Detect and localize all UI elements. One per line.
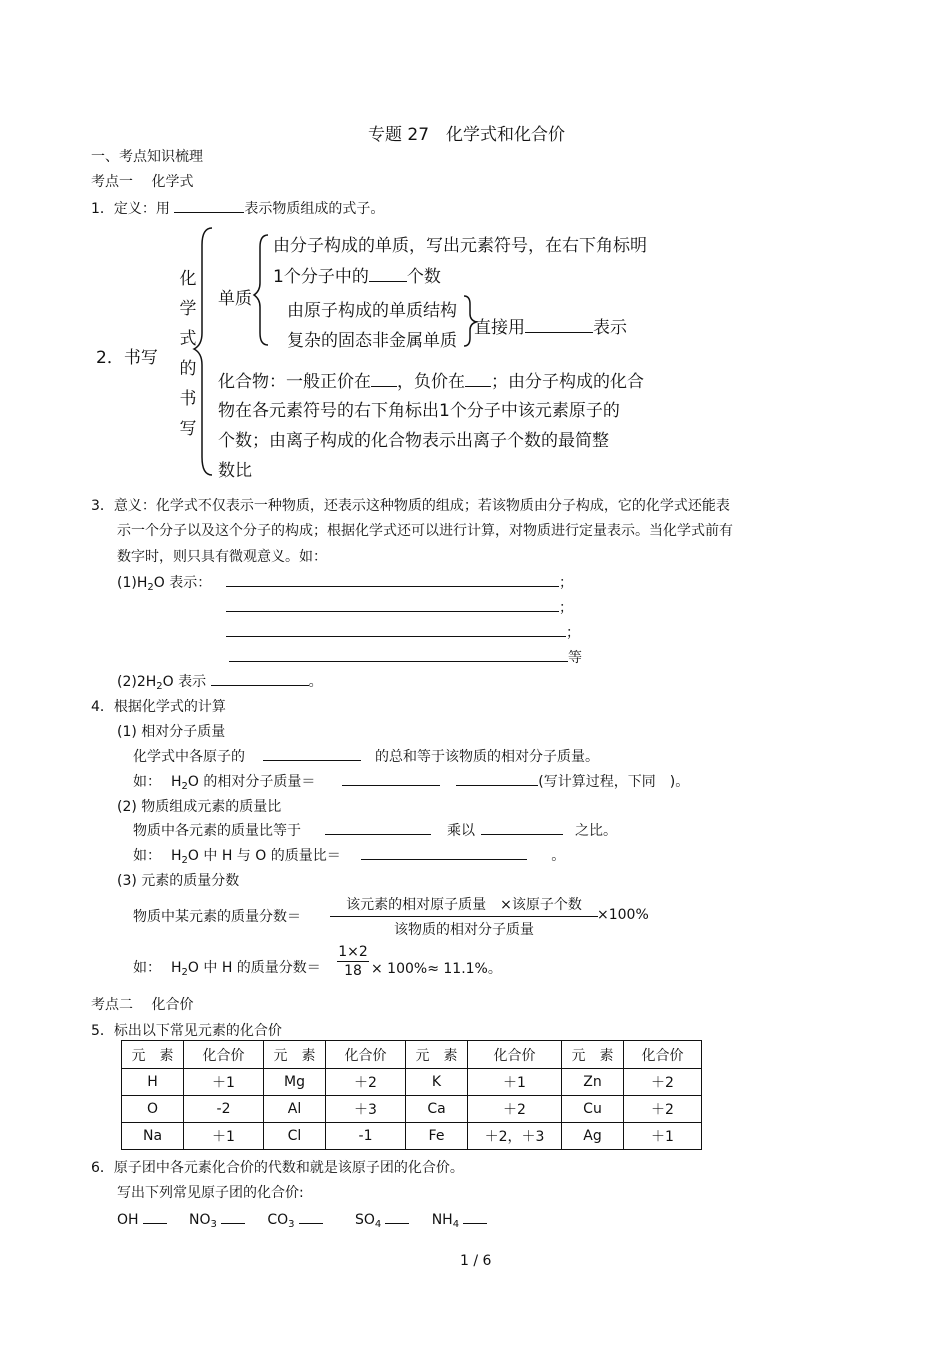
compound-line-4: 数比 — [218, 461, 252, 481]
section-heading: 一、考点知识梳理 — [91, 149, 203, 165]
def-post: 表示物质组成的式子。 — [244, 201, 385, 217]
meaning-line-3: 数字时，则只具有微观意义。如： — [117, 549, 327, 565]
q6-line-1: 6．原子团中各元素化合价的代数和就是该原子团的化合价。 — [91, 1160, 464, 1176]
radical-co3: $CO_3$ — [267, 1212, 322, 1228]
q6-line-2: 写出下列常见原子团的化合价: — [117, 1185, 304, 1201]
radical-so4: $SO_4$ — [355, 1212, 409, 1228]
answer-line-2[interactable]: ； — [226, 597, 573, 617]
radical-nh4: $NH_4$ — [432, 1212, 487, 1228]
meaning-line-1: 3．意义：化学式不仅表示一种物质，还表示这种物质的组成；若该物质由分子构成，它的化学式还能表 — [91, 498, 730, 514]
calc-sub-1-example: 如： $H_2O$ 的相对分子质量＝ (写计算过程，下同 )。 — [133, 771, 689, 792]
q5-heading: 5．标出以下常见元素的化合价 — [91, 1023, 282, 1039]
radical-no3: $NO_3$ — [189, 1212, 245, 1228]
answer-blank[interactable] — [174, 198, 244, 213]
answer-blank[interactable] — [481, 820, 563, 835]
calc-sub-2-text: 物质中各元素的质量比等于 乘以 之比。 — [133, 820, 617, 840]
writing-line-1: 由分子构成的单质，写出元素符号，在右下角标明 — [273, 236, 647, 256]
table-row: O -2 Al ＋3 Ca ＋2 Cu ＋2 — [122, 1096, 702, 1123]
calc-sub-2-example: 如： $H_2O$ 中 H 与 O 的质量比＝ 。 — [133, 845, 565, 866]
direct-line: 直接用 表示 — [474, 318, 627, 338]
answer-blank[interactable] — [385, 1209, 409, 1224]
calc-sub-2: (2) 物质组成元素的质量比 — [117, 799, 282, 815]
definition-line — [91, 198, 384, 218]
writing-label: 2．书写 — [96, 348, 158, 368]
kp1-heading: 考点一 化学式 — [91, 174, 194, 190]
mass-fraction-formula: 该元素的相对原子质量 ×该原子个数 该物质的相对分子质量 — [330, 894, 598, 939]
calc-heading: 4．根据化学式的计算 — [91, 699, 226, 715]
table-row: Na ＋1 Cl -1 Fe ＋2，＋3 Ag ＋1 — [122, 1123, 702, 1150]
answer-blank[interactable] — [221, 1209, 245, 1224]
answer-blank[interactable] — [143, 1209, 167, 1224]
writing-line-4: 复杂的固态非金属单质 — [287, 331, 457, 351]
writing-line-3: 由原子构成的单质结构 — [287, 301, 457, 321]
writing-line-2: 1个分子中的 个数 — [273, 267, 441, 287]
answer-line-1[interactable]: ； — [226, 572, 573, 592]
answer-blank[interactable] — [463, 1209, 487, 1224]
example-result: × 100%≈ 11.1%。 — [371, 961, 502, 977]
answer-blank[interactable] — [465, 372, 491, 387]
h2o-question: $(1)H_2O$ 表示： — [117, 575, 212, 593]
table-header-row: 元 素 化合价 元 素 化合价 元 素 化合价 元 素 化合价 — [122, 1041, 702, 1069]
q-number: 1． — [91, 201, 114, 217]
page-number: 1 / 6 — [460, 1253, 492, 1269]
meaning-line-2: 示一个分子以及这个分子的构成；根据化学式还可以进行计算，对物质进行定量表示。当化学式前有 — [117, 523, 733, 539]
answer-blank[interactable] — [263, 746, 361, 761]
answer-blank[interactable] — [369, 267, 407, 282]
answer-blank[interactable] — [342, 771, 440, 786]
mass-fraction-tail: ×100% — [597, 907, 649, 923]
answer-blank[interactable] — [456, 771, 538, 786]
answer-blank[interactable] — [361, 845, 527, 860]
single-label: 单质 — [218, 289, 252, 309]
page-title: 专题 27 化学式和化合价 — [368, 125, 566, 145]
answer-blank[interactable] — [299, 1209, 323, 1224]
answer-blank[interactable] — [325, 820, 431, 835]
2h2o-question: $(2)2H_2O$ 表示 。 — [117, 671, 323, 692]
def-pre: 定义：用 — [113, 201, 170, 217]
answer-blank[interactable] — [211, 671, 309, 686]
calc-sub-3: (3) 元素的质量分数 — [117, 873, 240, 889]
mass-fraction-label: 物质中某元素的质量分数＝ — [133, 909, 301, 925]
answer-line-3[interactable]: ； — [226, 622, 580, 642]
calc-sub-1-text: 化学式中各原子的 的总和等于该物质的相对分子质量。 — [133, 746, 599, 766]
answer-line-4[interactable]: 等 — [229, 647, 582, 667]
table-row: H ＋1 Mg ＋2 K ＋1 Zn ＋2 — [122, 1069, 702, 1096]
answer-blank[interactable] — [371, 372, 397, 387]
example-fraction: $\frac{1\times 2}{18}$ — [338, 944, 368, 979]
kp2-heading: 考点二 化合价 — [91, 997, 194, 1013]
radical-oh: OH — [117, 1212, 167, 1228]
compound-line-2: 物在各元素符号的右下角标出1个分子中该元素原子的 — [218, 401, 620, 421]
radical-groups — [117, 1209, 487, 1230]
vertical-label: 化 学 式 的 书 写 — [179, 269, 197, 439]
answer-blank[interactable] — [525, 318, 593, 333]
calc-sub-1: (1) 相对分子质量 — [117, 724, 226, 740]
compound-line-1: 化合物：一般正价在 ，负价在 ；由分子构成的化合 — [218, 372, 644, 392]
valence-table — [121, 1040, 702, 1150]
mass-fraction-example: 如： $H_2O$ 中 H 的质量分数＝ — [133, 960, 321, 978]
compound-line-3: 个数；由离子构成的化合物表示出离子个数的最简整 — [218, 431, 609, 451]
